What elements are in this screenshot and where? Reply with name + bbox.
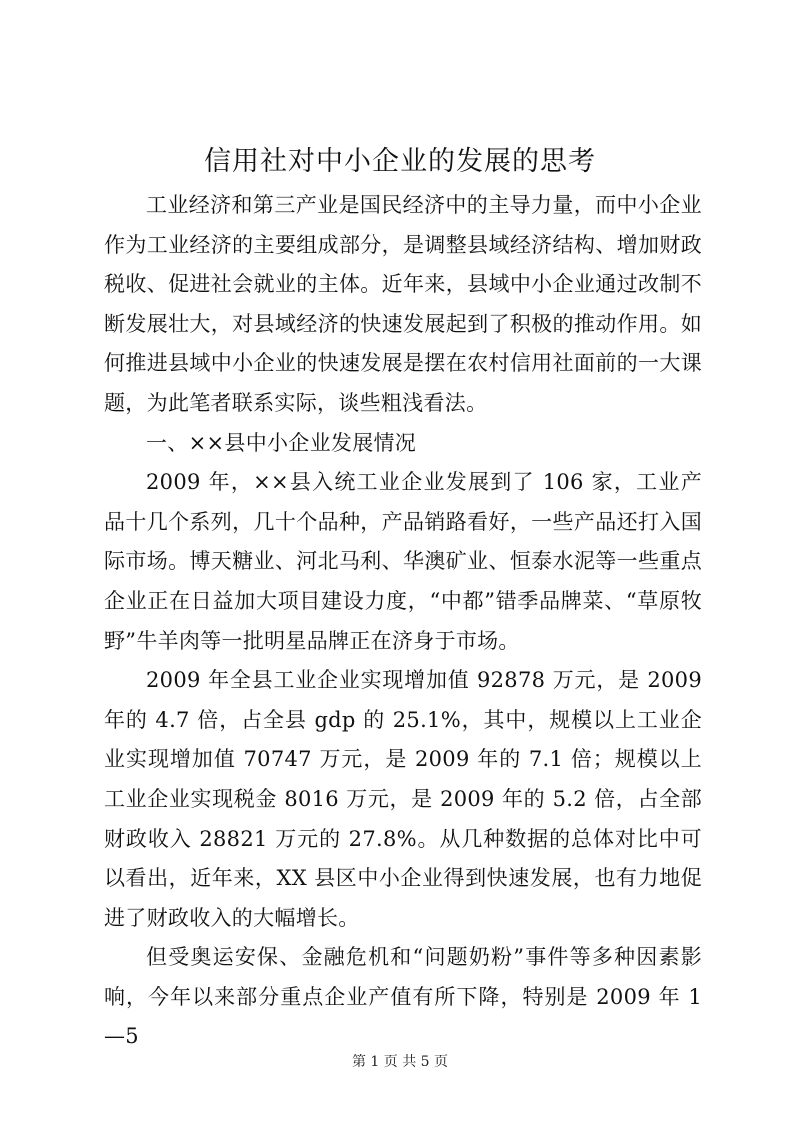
document-title: 信用社对中小企业的发展的思考 [204, 146, 596, 177]
document-body [104, 186, 702, 1057]
page-footer: 第 1 页 共 5 页 [351, 1054, 449, 1070]
paragraph-impact: 但受奥运安保、金融危机和“问题奶粉”事件等多种因素影响，今年以来部分重点企业产值有所下降，特别是 2009 年 1—5 [104, 945, 702, 1049]
paragraph-statistics: 2009 年全县工业企业实现增加值 92878 万元，是 2009 年的 4.7 倍，占全县 gdp 的 25.1%，其中，规模以上工业企业实现增加值 70747 万元，是 2009 年的 7.1 倍；规模以上工业企业实现税金 8016 万元，是 2009 年的 5.2 倍，占全部财政收入 28821 万元的 27.8%。从几种数据的总体对比中可以看出，近年来，XX 县区中小企业得到快速发展，也有力地促进了财政收入的大幅增长。 [104, 668, 702, 930]
paragraph-enterprise-development: 2009 年，××县入统工业企业发展到了 106 家，工业产品十几个系列，几十个品种，产品销路看好，一些产品还打入国际市场。博天糖业、河北马利、华澳矿业、恒泰水泥等一些重点企业正在日益加大项目建设力度，“中都”错季品牌菜、“草原牧野”牛羊肉等一批明星品牌正在济身于市场。 [104, 470, 702, 653]
paragraph-intro: 工业经济和第三产业是国民经济中的主导力量，而中小企业作为工业经济的主要组成部分，是调整县域经济结构、增加财政税收、促进社会就业的主体。近年来，县域中小企业通过改制不断发展壮大，对县域经济的快速发展起到了积极的推动作用。如何推进县域中小企业的快速发展是摆在农村信用社面前的一大课题，为此笔者联系实际，谈些粗浅看法。 [104, 193, 702, 415]
section-heading: 一、××县中小企业发展情况 [146, 430, 417, 455]
